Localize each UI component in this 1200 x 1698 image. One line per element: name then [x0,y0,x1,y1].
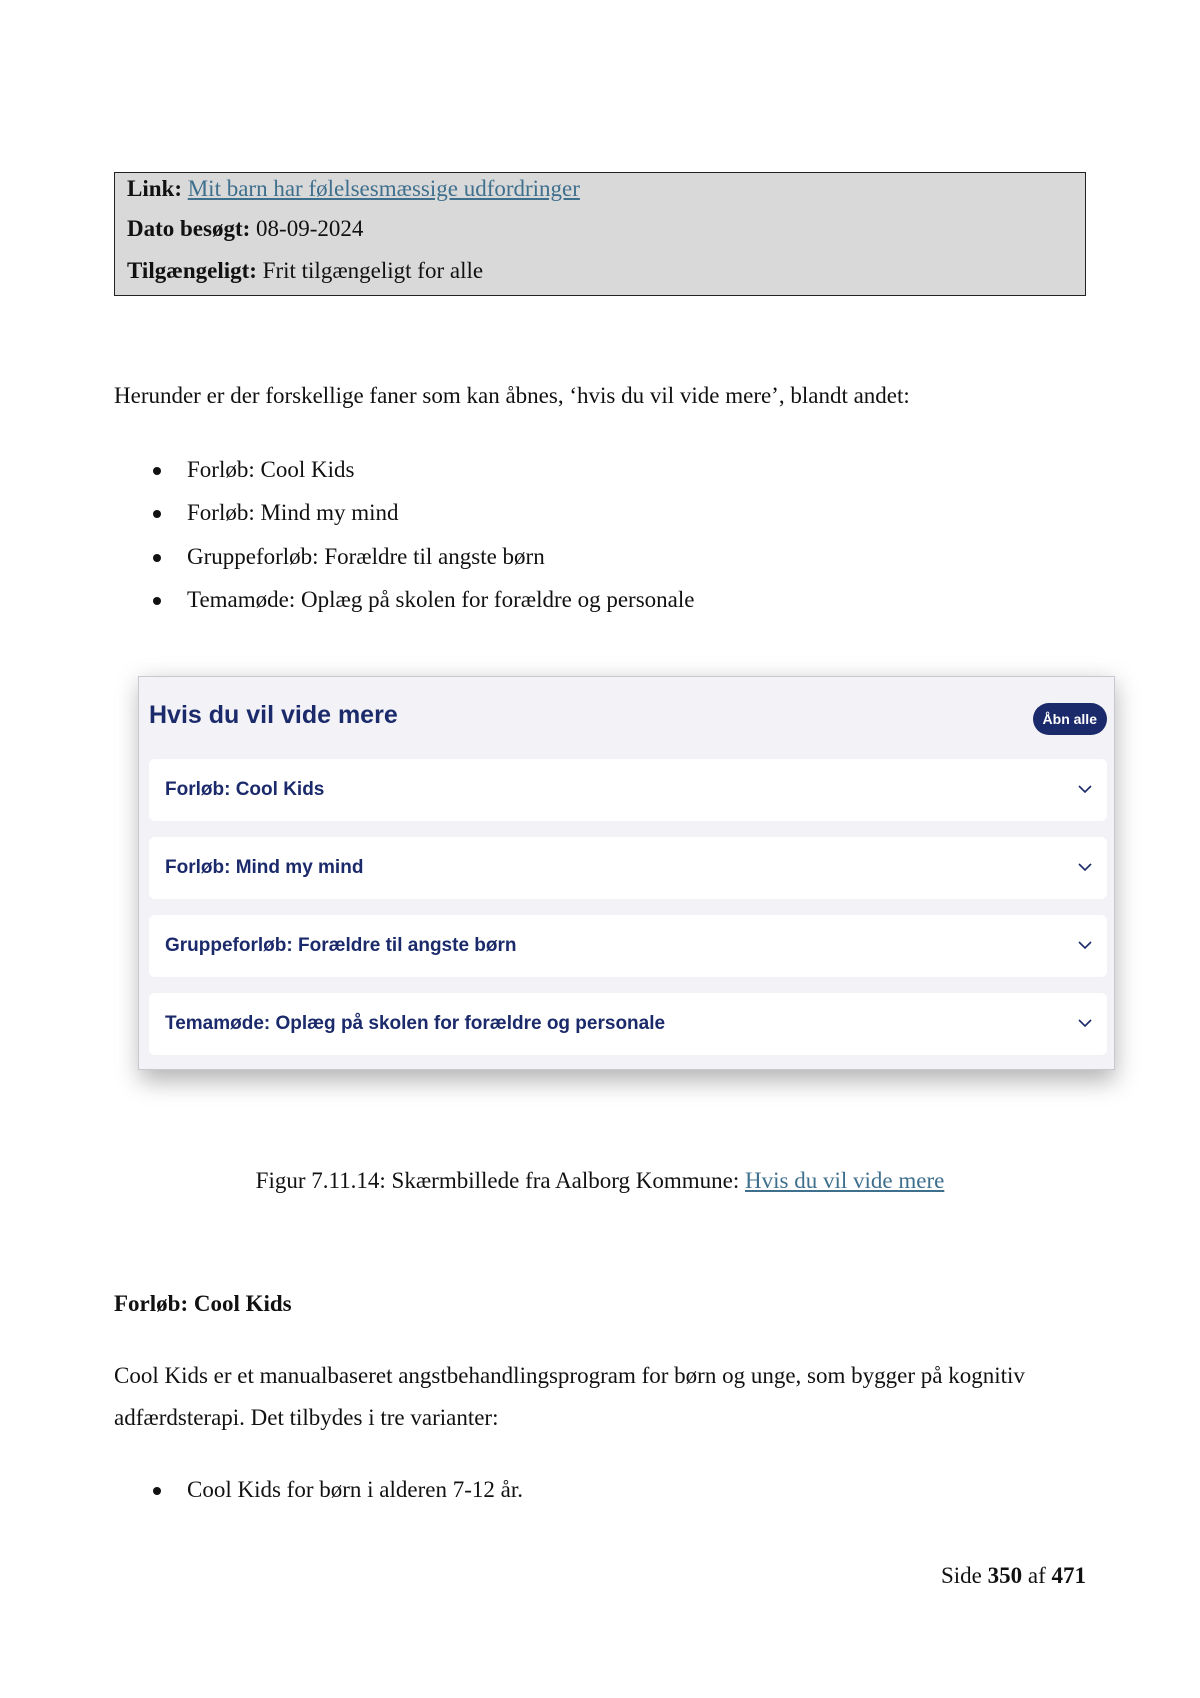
source-info-box [114,172,1086,296]
section-heading: Forløb: Cool Kids [114,1291,292,1316]
accordion-item-temamoede[interactable] [149,993,1107,1055]
bullet-icon [153,597,161,605]
accordion-item-gruppeforloeb[interactable] [149,915,1107,977]
current-page: 350 [987,1563,1023,1588]
intro-paragraph: Herunder er der forskellige faner som kan åbnes, ‘hvis du vil vide mere’, blandt andet: [114,383,910,408]
source-link[interactable]: Mit barn har følelsesmæssige udfordringer [187,176,580,201]
chevron-down-icon [1077,783,1093,795]
link-row [127,173,580,205]
accordion-label: Gruppeforløb: Forældre til angste børn [165,935,517,956]
figure-caption [0,1165,1200,1197]
bullet-icon [153,554,161,562]
access-row [127,255,483,287]
accordion-label: Forløb: Cool Kids [165,779,325,800]
section-body-line: adfærdsterapi. Det tilbydes i tre varianter: [114,1405,499,1430]
chevron-down-icon [1077,861,1093,873]
access-label: Tilgængeligt: [127,258,257,283]
chevron-down-icon [1077,1017,1093,1029]
bullet-icon [153,510,161,518]
chevron-down-icon [1077,939,1093,951]
caption-text: Figur 7.11.14: Skærmbillede fra Aalborg Kommune: [255,1168,746,1193]
open-all-button[interactable]: Åbn alle [1033,703,1107,735]
bullet-icon [153,467,161,475]
date-row [127,213,363,245]
total-pages: 471 [1051,1563,1086,1588]
accordion-item-cool-kids[interactable] [149,759,1107,821]
page-number [941,1560,1086,1592]
link-label: Link: [127,176,182,201]
section-body-line: Cool Kids er et manualbaseret angstbehandlingsprogram for børn og unge, som bygger på kognitiv [114,1363,1025,1388]
caption-link[interactable]: Hvis du vil vide mere [745,1168,945,1193]
access-value: Frit tilgængeligt for alle [262,258,484,283]
side-label: Side [940,1563,982,1588]
bullet-icon [153,1487,161,1495]
accordion-label: Temamøde: Oplæg på skolen for forældre og personale [165,1013,666,1034]
date-label: Dato besøgt: [127,216,251,241]
date-value: 08-09-2024 [256,216,364,241]
accordion-item-mind-my-mind[interactable] [149,837,1107,899]
figure-screenshot [138,676,1115,1070]
of-label: af [1027,1563,1046,1588]
accordion-label: Forløb: Mind my mind [165,857,364,878]
figure-title: Hvis du vil vide mere [149,701,398,729]
